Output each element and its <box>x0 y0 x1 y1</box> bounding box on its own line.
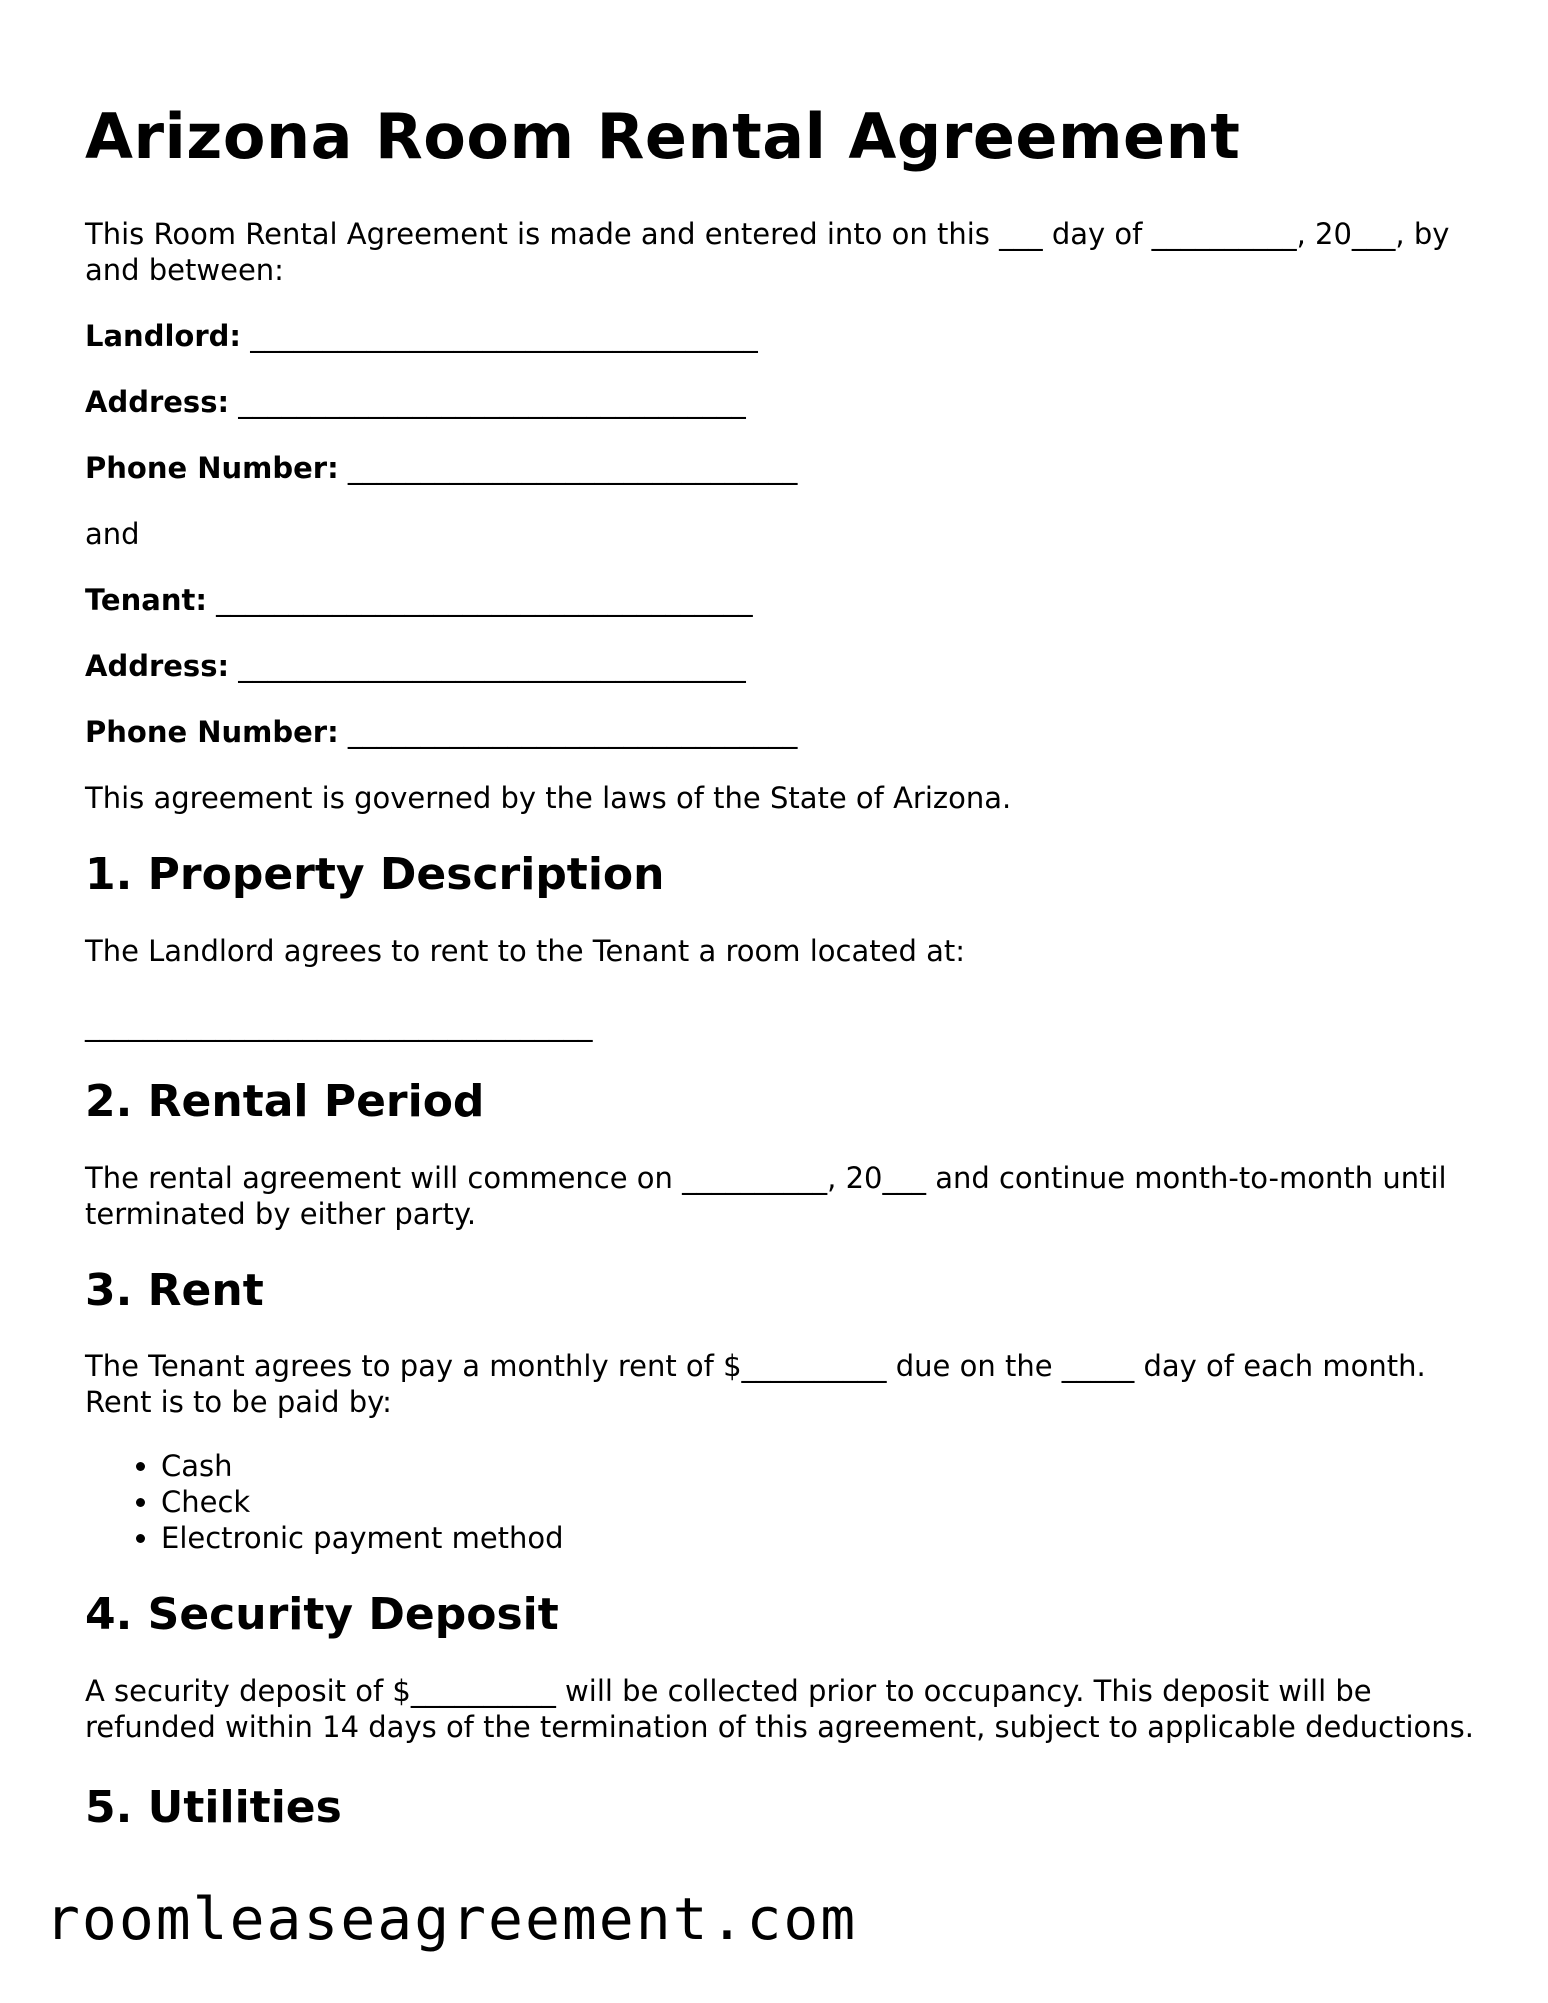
deposit-text: A security deposit of $__________ will be collected prior to occupancy. This deposit will be refunded within 14 days of the termination of this agreement, subject to applicable deductions. <box>85 1673 1474 1744</box>
section-heading-deposit: 4. Security Deposit <box>85 1589 559 1641</box>
property-address-blank: ___________________________________ <box>85 1007 593 1042</box>
period-text: The rental agreement will commence on __________, 20___ and continue month-to-month until terminated by either party. <box>85 1160 1447 1231</box>
section-heading-period: 2. Rental Period <box>85 1075 485 1127</box>
landlord-name-field <box>85 318 1475 354</box>
section-heading-rent: 3. Rent <box>85 1264 264 1316</box>
list-item: • Check <box>161 1484 1475 1520</box>
landlord-name-label: Landlord: <box>85 319 241 354</box>
rent-text: The Tenant agrees to pay a monthly rent of $__________ due on the _____ day of each month. Rent is to be paid by: <box>85 1349 1426 1420</box>
tenant-name-blank: _____________________________________ <box>206 583 753 618</box>
list-item: • Electronic payment method <box>161 1520 1475 1556</box>
landlord-name-blank: ___________________________________ <box>240 319 758 354</box>
tenant-address-blank: ___________________________________ <box>229 649 746 684</box>
intro-paragraph: This Room Rental Agreement is made and entered into on this ___ day of __________, 20___, by and between: <box>85 217 1450 288</box>
list-item: • Cash <box>161 1448 1475 1484</box>
tenant-phone-blank: _______________________________ <box>338 715 798 750</box>
watermark: roomleaseagreement.com <box>45 1885 858 1953</box>
document-page <box>85 100 1475 1833</box>
tenant-address-label: Address: <box>85 649 230 684</box>
landlord-phone-label: Phone Number: <box>85 451 339 486</box>
tenant-name-label: Tenant: <box>85 583 207 618</box>
landlord-address-blank: ___________________________________ <box>229 385 746 420</box>
tenant-name-field <box>85 582 1475 618</box>
document-title: Arizona Room Rental Agreement <box>85 100 1241 173</box>
landlord-address-label: Address: <box>85 385 230 420</box>
payment-methods-list <box>85 1448 1475 1556</box>
section-heading-property: 1. Property Description <box>85 849 665 901</box>
landlord-address-field <box>85 384 1475 420</box>
property-text: The Landlord agrees to rent to the Tenant a room located at: <box>85 933 965 968</box>
tenant-phone-label: Phone Number: <box>85 715 339 750</box>
governing-law-text: This agreement is governed by the laws of the State of Arizona. <box>85 781 1012 816</box>
tenant-phone-field <box>85 714 1475 750</box>
tenant-address-field <box>85 648 1475 684</box>
landlord-phone-field <box>85 450 1475 486</box>
landlord-phone-blank: _______________________________ <box>338 451 798 486</box>
section-heading-utilities: 5. Utilities <box>85 1781 342 1833</box>
and-text: and <box>85 517 140 552</box>
